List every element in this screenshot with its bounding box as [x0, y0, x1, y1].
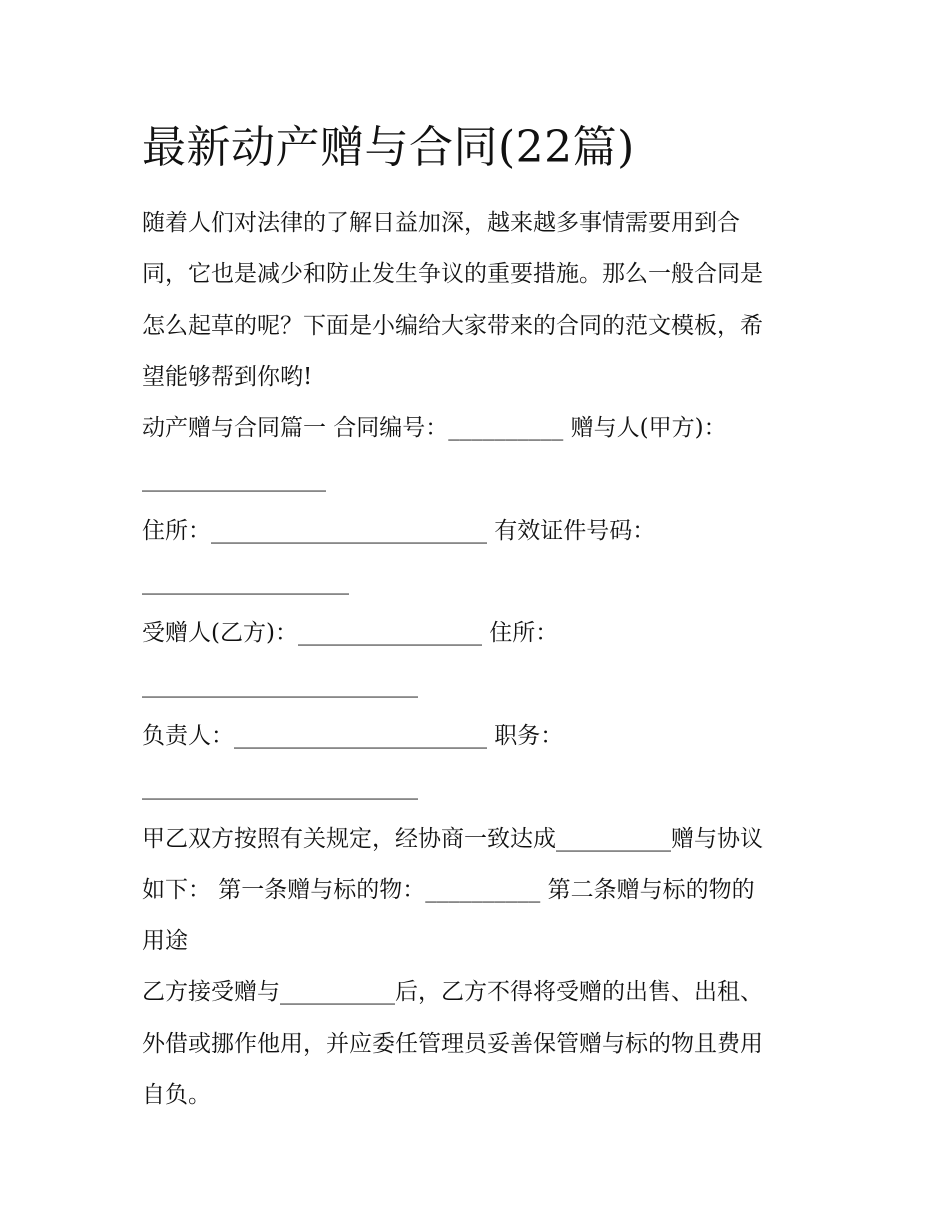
article-line: 如下： 第一条赠与标的物：__________ 第二条赠与标的物的 — [142, 876, 755, 903]
acceptance-line: 乙方接受赠与__________后，乙方不得将受赠的出售、出租、 — [142, 979, 763, 1006]
responsible-person-line: 负责人：______________________ 职务： — [142, 722, 564, 749]
purpose-line: 用途 — [142, 928, 188, 955]
id-number-blank: __________________ — [142, 569, 349, 596]
donee-address-blank: ________________________ — [142, 671, 418, 698]
position-blank: ________________________ — [142, 774, 418, 801]
contract-number-line: 动产赠与合同篇一 合同编号：__________ 赠与人(甲方)： — [142, 415, 727, 442]
document-body — [142, 198, 814, 1121]
donee-line: 受赠人(乙方)：________________ 住所： — [142, 620, 559, 647]
document-title: 最新动产赠与合同(22篇) — [142, 122, 635, 173]
donor-name-blank: ________________ — [142, 466, 326, 493]
paragraph-line: 随着人们对法律的了解日益加深，越来越多事情需要用到合 — [142, 210, 740, 236]
paragraph-line: 怎么起草的呢？下面是小编给大家带来的合同的范文模板，希 — [142, 312, 763, 339]
paragraph-line: 望能够帮到你哟! — [142, 363, 313, 390]
acceptance-line: 外借或挪作他用，并应委任管理员妥善保管赠与标的物且费用 — [142, 1030, 763, 1057]
acceptance-line: 自负。 — [142, 1082, 211, 1109]
paragraph-line: 同，它也是减少和防止发生争议的重要措施。那么一般合同是 — [142, 261, 763, 288]
donor-address-line: 住所：________________________ 有效证件号码： — [142, 517, 656, 544]
agreement-line: 甲乙双方按照有关规定，经协商一致达成__________赠与协议 — [142, 825, 763, 852]
